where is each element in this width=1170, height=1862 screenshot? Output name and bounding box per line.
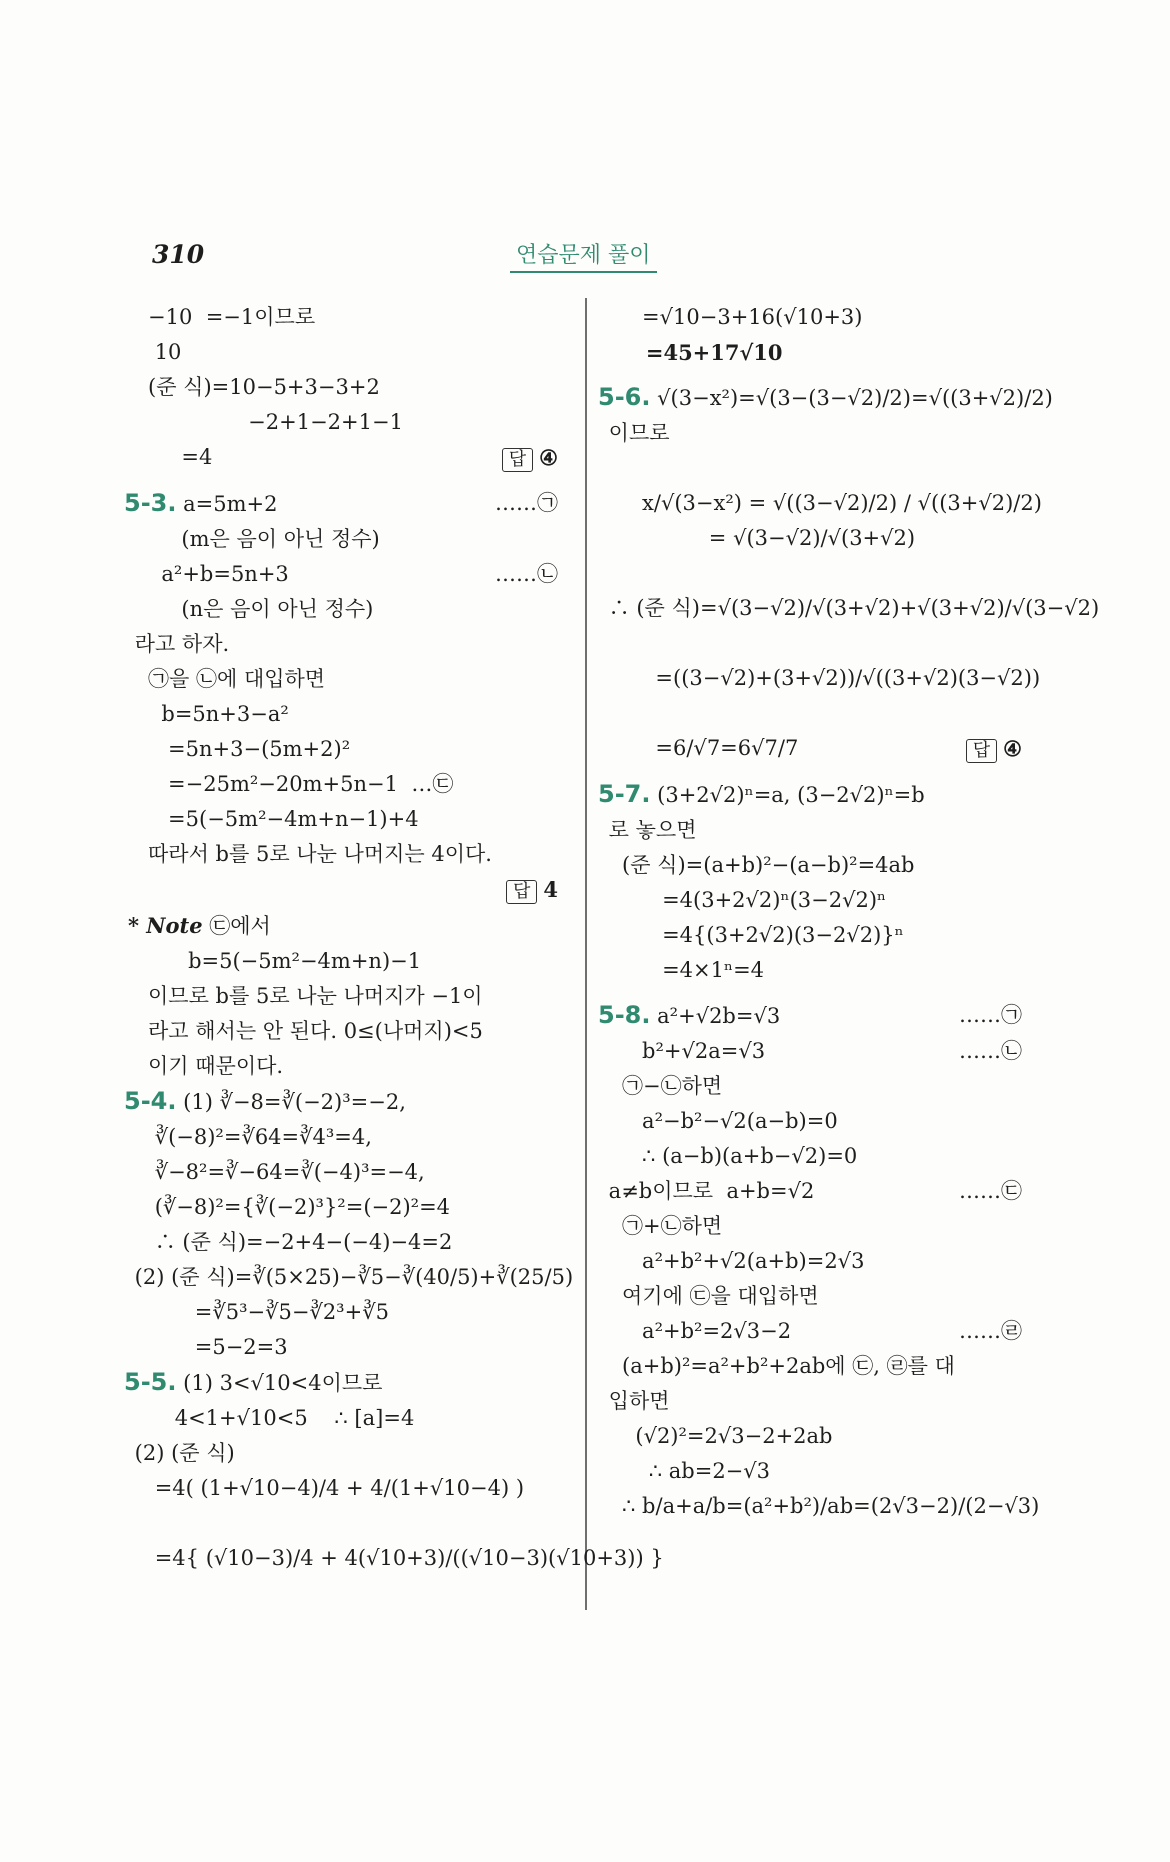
line-text: =−25m²−20m+5n−1 …㉢ <box>128 772 454 796</box>
answer-label: 답 <box>506 880 537 904</box>
solution-line <box>128 1471 568 1506</box>
solution-line <box>128 1049 568 1084</box>
line-text: =45+17√10 <box>602 340 783 365</box>
line-text: 이므로 b를 5로 나눈 나머지가 −1이 <box>128 984 483 1008</box>
spacer <box>602 370 1032 380</box>
line-text: =4×1ⁿ=4 <box>602 958 765 982</box>
problem-number: 5-4. <box>124 1087 177 1115</box>
line-text: ㉠+㉡하면 <box>602 1214 723 1238</box>
equation-marker: ……㉡ <box>495 562 558 586</box>
solution-line <box>602 1489 1040 1524</box>
line-text: 따라서 b를 5로 나눈 나머지는 4이다. <box>128 842 492 866</box>
line-text: (준 식)=10−5+3−3+2 <box>128 375 380 399</box>
line-text: =4( (1+√10−4)/4 + 4/(1+√10−4) ) <box>128 1476 525 1500</box>
line-text: =5(−5m²−4m+n−1)+4 <box>128 807 419 831</box>
problem-number: 5-8. <box>598 1001 651 1029</box>
running-head: 연습문제 풀이 <box>510 238 657 273</box>
solution-line <box>128 908 568 944</box>
solution-line <box>128 300 568 335</box>
line-text: =4(3+2√2)ⁿ(3−2√2)ⁿ <box>602 888 887 912</box>
solution-line <box>602 521 1032 556</box>
line-text: a²+b²+√2(a+b)=2√3 <box>602 1249 865 1273</box>
solution-line <box>128 1330 568 1365</box>
solution-line <box>128 1190 568 1225</box>
solution-line <box>602 883 1032 918</box>
line-text: 라고 해서는 안 된다. 0≤(나머지)<5 <box>128 1019 483 1043</box>
solution-line <box>602 1104 1032 1139</box>
line-text: b=5(−5m²−4m+n)−1 <box>128 949 422 973</box>
solution-line <box>602 918 1032 953</box>
line-text: (3+2√2)ⁿ=a, (3−2√2)ⁿ=b <box>650 783 925 807</box>
line-text: b=5n+3−a² <box>128 702 289 726</box>
line-text: ㉢에서 <box>202 914 271 938</box>
solution-line <box>128 837 568 872</box>
line-text: (a+b)²=a²+b²+2ab에 ㉢, ㉣를 대 <box>602 1354 955 1378</box>
solution-line <box>598 777 1032 813</box>
solution-line <box>128 405 568 440</box>
solution-line <box>602 1209 1032 1244</box>
solution-line <box>602 626 1032 661</box>
line-text: ∴ (a−b)(a+b−√2)=0 <box>602 1144 858 1168</box>
answer-box <box>966 731 1022 767</box>
answer-value: 4 <box>543 877 558 902</box>
line-text: = √(3−√2)/√(3+√2) <box>602 526 916 550</box>
solution-line <box>602 451 1032 486</box>
line-text: ∴ (준 식)=−2+4−(−4)−4=2 <box>128 1230 453 1254</box>
right-column <box>598 300 1100 1524</box>
line-text: (1) 3<√10<4이므로 <box>176 1371 383 1395</box>
solution-line <box>602 1419 1032 1454</box>
solution-line <box>602 486 1042 521</box>
solution-line <box>598 998 1032 1034</box>
solution-line <box>602 1034 1032 1069</box>
line-text: 라고 하자. <box>128 632 230 656</box>
equation-marker: ……㉠ <box>959 1003 1022 1027</box>
line-text: =5−2=3 <box>128 1335 288 1359</box>
solution-line <box>602 661 1041 696</box>
solution-line <box>602 556 1032 591</box>
solution-line <box>128 627 568 662</box>
line-text: ∴ b/a+a/b=(a²+b²)/ab=(2√3−2)/(2−√3) <box>602 1494 1040 1518</box>
answer-label: 답 <box>966 739 997 763</box>
solution-line <box>128 1541 664 1576</box>
line-text: b²+√2a=√3 <box>602 1039 766 1063</box>
line-text: ∛(−8)²=∛64=∛4³=4, <box>128 1125 372 1149</box>
equation-marker: ……㉣ <box>959 1319 1022 1343</box>
answer-box <box>502 440 558 476</box>
solution-line <box>598 380 1053 416</box>
line-text: a²+√2b=√3 <box>650 1004 781 1028</box>
solution-line <box>128 767 568 802</box>
line-text: ㉠−㉡하면 <box>602 1074 723 1098</box>
line-text: ∴ ab=2−√3 <box>602 1459 771 1483</box>
answer-value: ④ <box>539 445 558 470</box>
line-text: =5n+3−(5m+2)² <box>128 737 351 761</box>
line-text: ∛−8²=∛−64=∛(−4)³=−4, <box>128 1160 425 1184</box>
solution-line <box>128 944 568 979</box>
spacer <box>128 476 568 486</box>
solution-line <box>602 1454 1032 1489</box>
solution-line <box>602 335 1032 370</box>
line-text: 이기 때문이다. <box>128 1054 284 1078</box>
solution-line <box>602 1139 1032 1174</box>
solution-line <box>128 662 568 697</box>
spacer <box>602 988 1032 998</box>
solution-line <box>128 732 568 767</box>
solution-line <box>128 1295 568 1330</box>
solution-line <box>128 1506 568 1541</box>
line-text: (√2)²=2√3−2+2ab <box>602 1424 833 1448</box>
line-text: ㉠을 ㉡에 대입하면 <box>128 667 326 691</box>
equation-marker: ……㉠ <box>495 491 558 515</box>
solution-line <box>128 802 568 837</box>
problem-number: 5-7. <box>598 780 651 808</box>
solution-line <box>128 370 568 405</box>
line-text: 10 <box>128 340 182 364</box>
solution-line <box>128 872 568 908</box>
answer-box <box>506 872 558 908</box>
line-text: =√10−3+16(√10+3) <box>602 305 863 329</box>
line-text: =4{(3+2√2)(3−2√2)}ⁿ <box>602 923 904 947</box>
line-text: 여기에 ㉢을 대입하면 <box>602 1284 819 1308</box>
solution-line <box>602 1279 1032 1314</box>
solution-line <box>602 848 1032 883</box>
page-number: 310 <box>152 240 205 269</box>
solution-line <box>128 697 568 732</box>
solution-line <box>128 522 568 557</box>
line-text: √(3−x²)=√(3−(3−√2)/2)=√((3+√2)/2) <box>650 386 1053 410</box>
line-text: a=5m+2 <box>176 492 278 516</box>
solution-line <box>128 1260 574 1295</box>
solution-line <box>128 1436 568 1471</box>
line-text: −10 =−1이므로 <box>128 305 316 329</box>
solution-line <box>602 1384 1032 1419</box>
line-text: (2) (준 식) <box>128 1441 235 1465</box>
solution-line <box>128 1155 568 1190</box>
solution-line <box>128 557 568 592</box>
equation-marker: ……㉢ <box>959 1179 1022 1203</box>
solution-line <box>602 1244 1032 1279</box>
line-text: a²+b=5n+3 <box>128 562 289 586</box>
line-text: 4<1+√10<5 ∴ [a]=4 <box>128 1406 415 1430</box>
line-text: (1) ∛−8=∛(−2)³=−2, <box>176 1090 406 1114</box>
solution-line <box>128 1120 568 1155</box>
solution-line <box>128 335 568 370</box>
solution-line <box>602 1349 1032 1384</box>
line-text: =4 <box>128 445 213 469</box>
solution-line <box>128 1225 568 1260</box>
line-text: =4{ (√10−3)/4 + 4(√10+3)/((√10−3)(√10+3)) } <box>128 1546 664 1570</box>
solution-line <box>124 1365 568 1401</box>
solution-line <box>128 440 568 476</box>
line-text: −2+1−2+1−1 <box>128 410 403 434</box>
solution-line <box>124 1084 568 1120</box>
equation-marker: ……㉡ <box>959 1039 1022 1063</box>
column-divider <box>585 298 587 1610</box>
solution-line <box>602 696 1032 731</box>
problem-number: 5-6. <box>598 383 651 411</box>
solution-line <box>128 979 568 1014</box>
line-text: =∛5³−∛5−∛2³+∛5 <box>128 1300 389 1324</box>
solution-line <box>602 1174 1032 1209</box>
solution-line <box>602 300 1032 335</box>
line-text: 입하면 <box>602 1389 670 1413</box>
line-text: a≠b이므로 a+b=√2 <box>602 1179 815 1203</box>
line-text: (준 식)=(a+b)²−(a−b)²=4ab <box>602 853 915 877</box>
solution-line <box>128 592 568 627</box>
answer-value: ④ <box>1003 736 1022 761</box>
line-text: =((3−√2)+(3+√2))/√((3+√2)(3−√2)) <box>602 666 1041 690</box>
line-text: (∛−8)²={∛(−2)³}²=(−2)²=4 <box>128 1195 451 1219</box>
line-text: (2) (준 식)=∛(5×25)−∛5−∛(40/5)+∛(25/5) <box>128 1265 574 1289</box>
line-text: a²−b²−√2(a−b)=0 <box>602 1109 838 1133</box>
line-text: ∴ (준 식)=√(3−√2)/√(3+√2)+√(3+√2)/√(3−√2) <box>602 596 1100 620</box>
line-text: (m은 음이 아닌 정수) <box>128 527 380 551</box>
line-text: a²+b²=2√3−2 <box>602 1319 792 1343</box>
solution-line <box>128 1401 568 1436</box>
line-text: =6/√7=6√7/7 <box>602 736 799 760</box>
solution-line <box>602 1314 1032 1349</box>
solution-line <box>602 953 1032 988</box>
line-text: x/√(3−x²) = √((3−√2)/2) / √((3+√2)/2) <box>602 491 1042 515</box>
solution-line <box>602 731 1032 767</box>
solution-line <box>602 813 1032 848</box>
solution-line <box>602 416 1032 451</box>
problem-number: 5-3. <box>124 489 177 517</box>
solution-line <box>128 1014 568 1049</box>
line-text: 이므로 <box>602 421 670 445</box>
spacer <box>602 767 1032 777</box>
solution-line <box>124 486 568 522</box>
note-label: * Note <box>128 913 203 938</box>
problem-number: 5-5. <box>124 1368 177 1396</box>
line-text: (n은 음이 아닌 정수) <box>128 597 374 621</box>
solution-line <box>602 1069 1032 1104</box>
answer-label: 답 <box>502 448 533 472</box>
line-text: 로 놓으면 <box>602 818 697 842</box>
solution-line <box>602 591 1100 626</box>
